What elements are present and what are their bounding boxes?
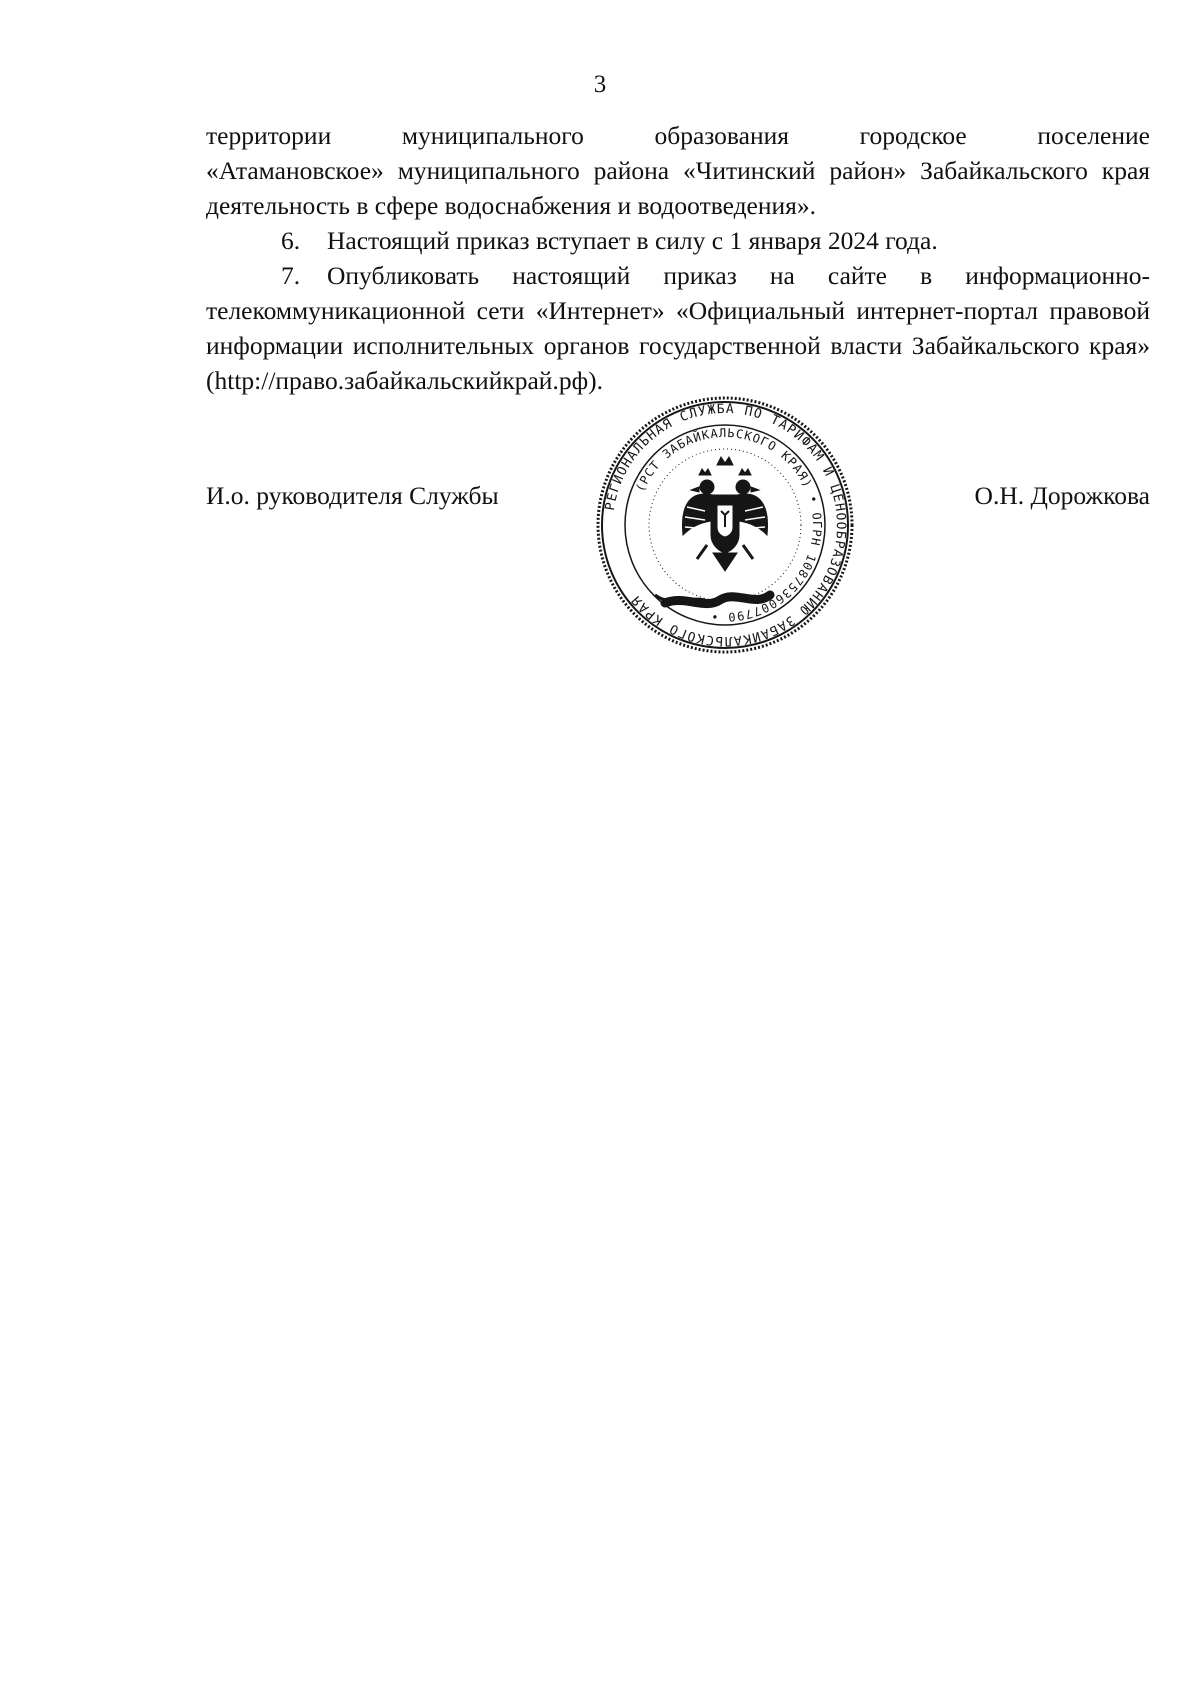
continuation-line-2: «Атамановское» муниципального района «Читинский район» Забайкальского края деятельность в сфере водоснабжения и водоотведения». [206, 156, 1150, 220]
official-seal [595, 395, 855, 655]
page-number: 3 [593, 71, 607, 98]
list-item-7-text: Опубликовать настоящий приказ на сайте в информационно-телекоммуникационной сети «Интернет» «Официальный интернет-портал правовой информации исполнительных органов государственной власти Забайкальского края» (http://право.забайкальскийкрай.рф). [206, 261, 1150, 395]
continuation-line-1: территории муниципального образования городское поселение [206, 121, 1150, 150]
seal-outer-text: РЕГИОНАЛЬНАЯ СЛУЖБА ПО ТАРИФАМ И ЦЕНООБРАЗОВАНИЮ ЗАБАЙКАЛЬСКОГО КРАЯ [602, 401, 849, 649]
document-body [206, 118, 1150, 398]
coat-of-arms-emblem [682, 457, 767, 571]
list-item-7 [206, 258, 1150, 398]
signatory-name: О.Н. Дорожкова [974, 481, 1150, 510]
list-item-6-number: 6. [281, 226, 301, 255]
seal-graphic [595, 395, 855, 655]
seal-inner-text: (РСТ ЗАБАЙКАЛЬСКОГО КРАЯ) • ОГРН 1087536007790 • [633, 425, 825, 625]
list-item-6 [206, 223, 1150, 258]
list-item-6-text: Настоящий приказ вступает в силу с 1 января 2024 года. [327, 226, 938, 255]
signatory-position: И.о. руководителя Службы [206, 481, 499, 510]
list-item-7-number: 7. [281, 261, 301, 290]
